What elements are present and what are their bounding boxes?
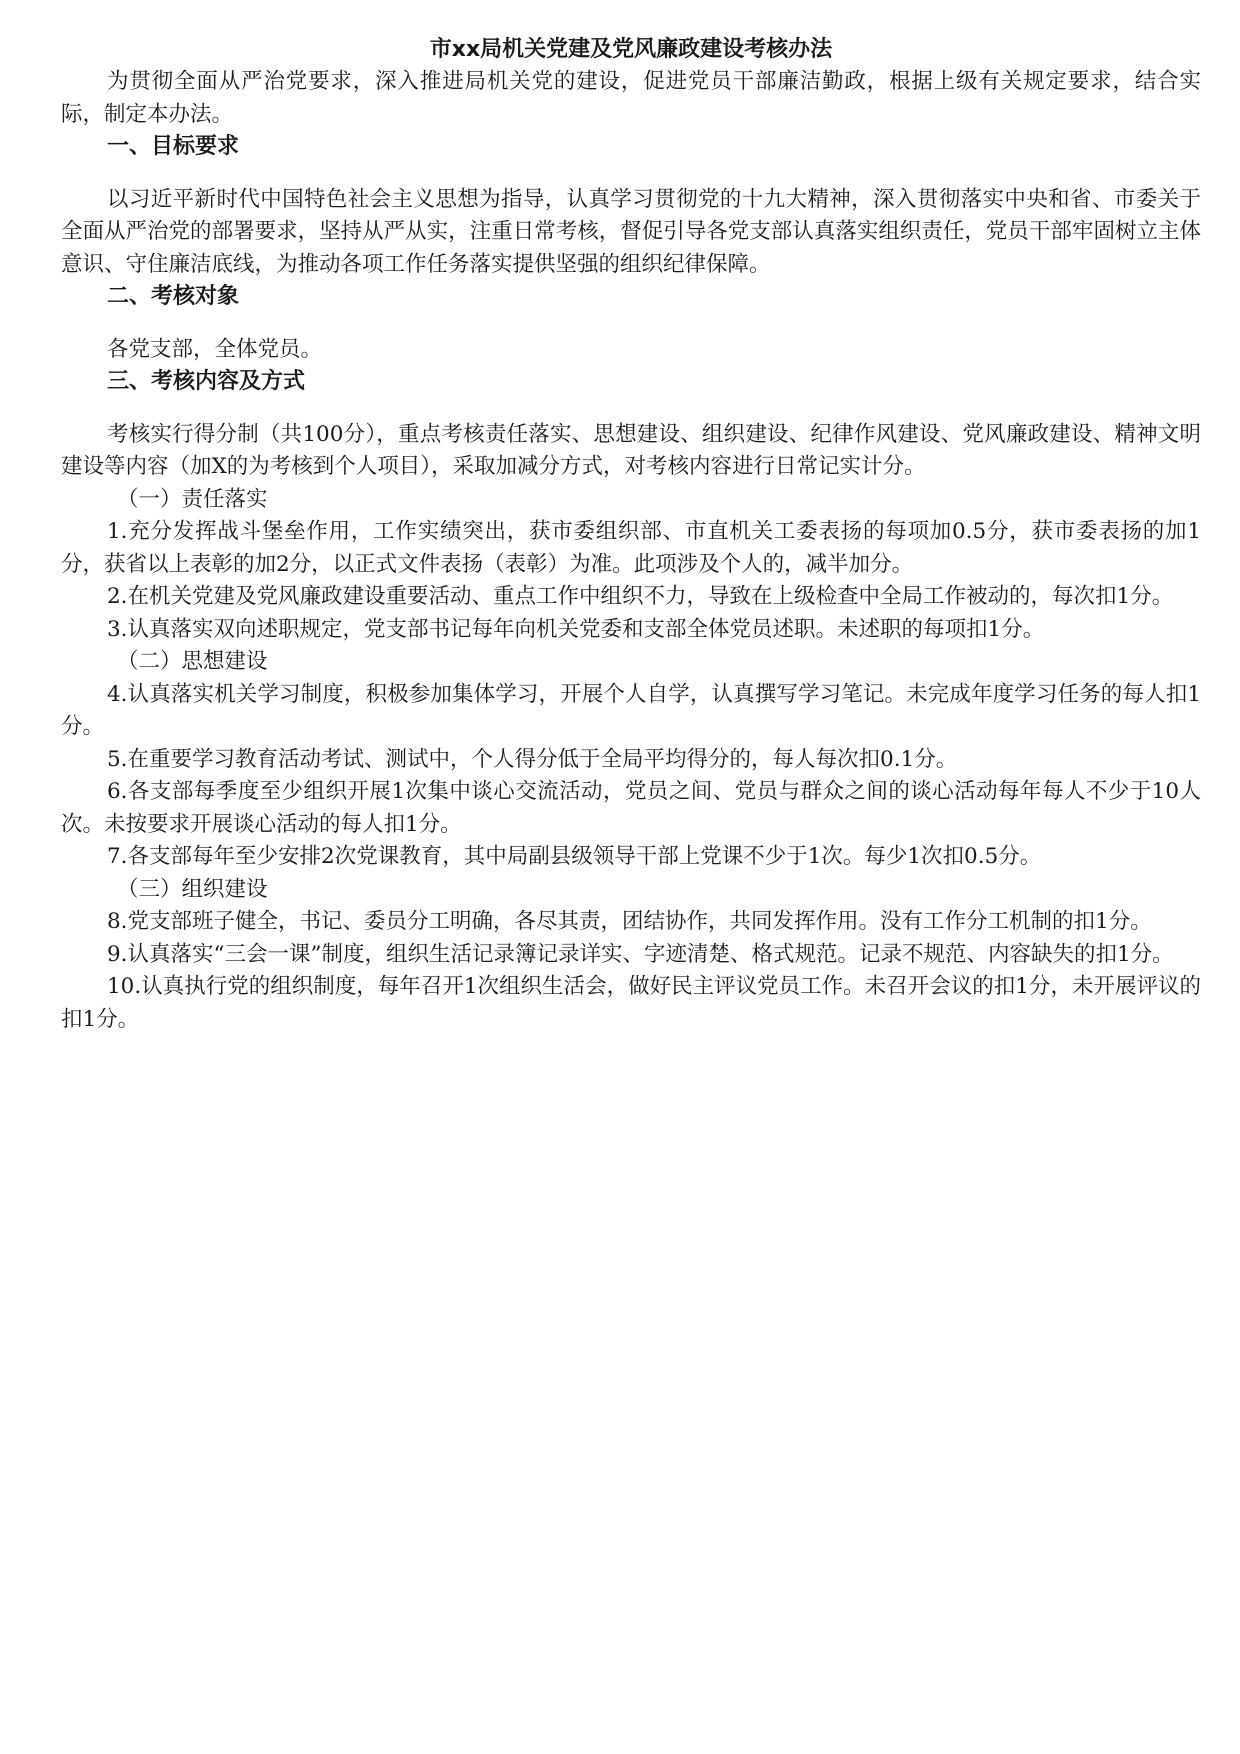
list-item: 5.在重要学习教育活动考试、测试中，个人得分低于全局平均得分的，每人每次扣0.1分。 — [107, 746, 958, 772]
document-title: 市xx局机关党建及党风廉政建设考核办法 — [429, 37, 833, 62]
list-item: 8.党支部班子健全，书记、委员分工明确，各尽其责，团结协作，共同发挥作用。没有工作分工机制的扣1分。 — [107, 909, 1152, 934]
intro-paragraph: 为贯彻全面从严治党要求，深入推进局机关党的建设，促进党员干部廉洁勤政，根据上级有关规定要求，结合实际，制定本办法。 — [61, 69, 1201, 127]
subsection-1-heading: （一）责任落实 — [117, 486, 268, 512]
list-item: 9.认真落实“三会一课”制度，组织生活记录簿记录详实、字迹清楚、格式规范。记录不规范、内容缺失的扣1分。 — [107, 941, 1174, 967]
subsection-3-heading: （三）组织建设 — [117, 876, 268, 902]
section-1-heading: 一、目标要求 — [107, 134, 240, 159]
list-item: 10.认真执行党的组织制度，每年召开1次组织生活会，做好民主评议党员工作。未召开会议的扣1分，未开展评议的扣1分。 — [61, 974, 1201, 1032]
subsection-2-heading: （二）思想建设 — [117, 649, 268, 674]
section-3-heading: 三、考核内容及方式 — [107, 369, 306, 394]
list-item: 6.各支部每季度至少组织开展1次集中谈心交流活动，党员之间、党员与群众之间的谈心活动每年每人不少于10人次。未按要求开展谈心活动的每人扣1分。 — [61, 779, 1201, 837]
document-page — [61, 34, 1201, 1036]
section-3-body: 考核实行得分制（共100分），重点考核责任落实、思想建设、组织建设、纪律作风建设、党风廉政建设、精神文明建设等内容（加X的为考核到个人项目），采取加减分方式，对考核内容进行日常记实计分。 — [61, 421, 1201, 479]
list-item: 2.在机关党建及党风廉政建设重要活动、重点工作中组织不力，导致在上级检查中全局工作被动的，每次扣1分。 — [107, 584, 1174, 609]
section-2-heading: 二、考核对象 — [107, 284, 240, 309]
section-2-body: 各党支部，全体党员。 — [107, 336, 323, 362]
list-item: 4.认真落实机关学习制度，积极参加集体学习，开展个人自学，认真撰写学习笔记。未完成年度学习任务的每人扣1分。 — [61, 681, 1201, 739]
list-item: 1.充分发挥战斗堡垒作用，工作实绩突出，获市委组织部、市直机关工委表扬的每项加0.5分，获市委表扬的加1分，获省以上表彰的加2分，以正式文件表扬（表彰）为准。此项涉及个人的，减半加分。 — [61, 519, 1201, 577]
list-item: 3.认真落实双向述职规定，党支部书记每年向机关党委和支部全体党员述职。未述职的每项扣1分。 — [107, 616, 1045, 642]
list-item: 7.各支部每年至少安排2次党课教育，其中局副县级领导干部上党课不少于1次。每少1次扣0.5分。 — [107, 844, 1042, 869]
section-1-body: 以习近平新时代中国特色社会主义思想为指导，认真学习贯彻党的十九大精神，深入贯彻落实中央和省、市委关于全面从严治党的部署要求，坚持从严从实，注重日常考核，督促引导各党支部认真落实组织责任，党员干部牢固树立主体意识、守住廉洁底线，为推动各项工作任务落实提供坚强的组织纪律保障。 — [61, 186, 1201, 277]
